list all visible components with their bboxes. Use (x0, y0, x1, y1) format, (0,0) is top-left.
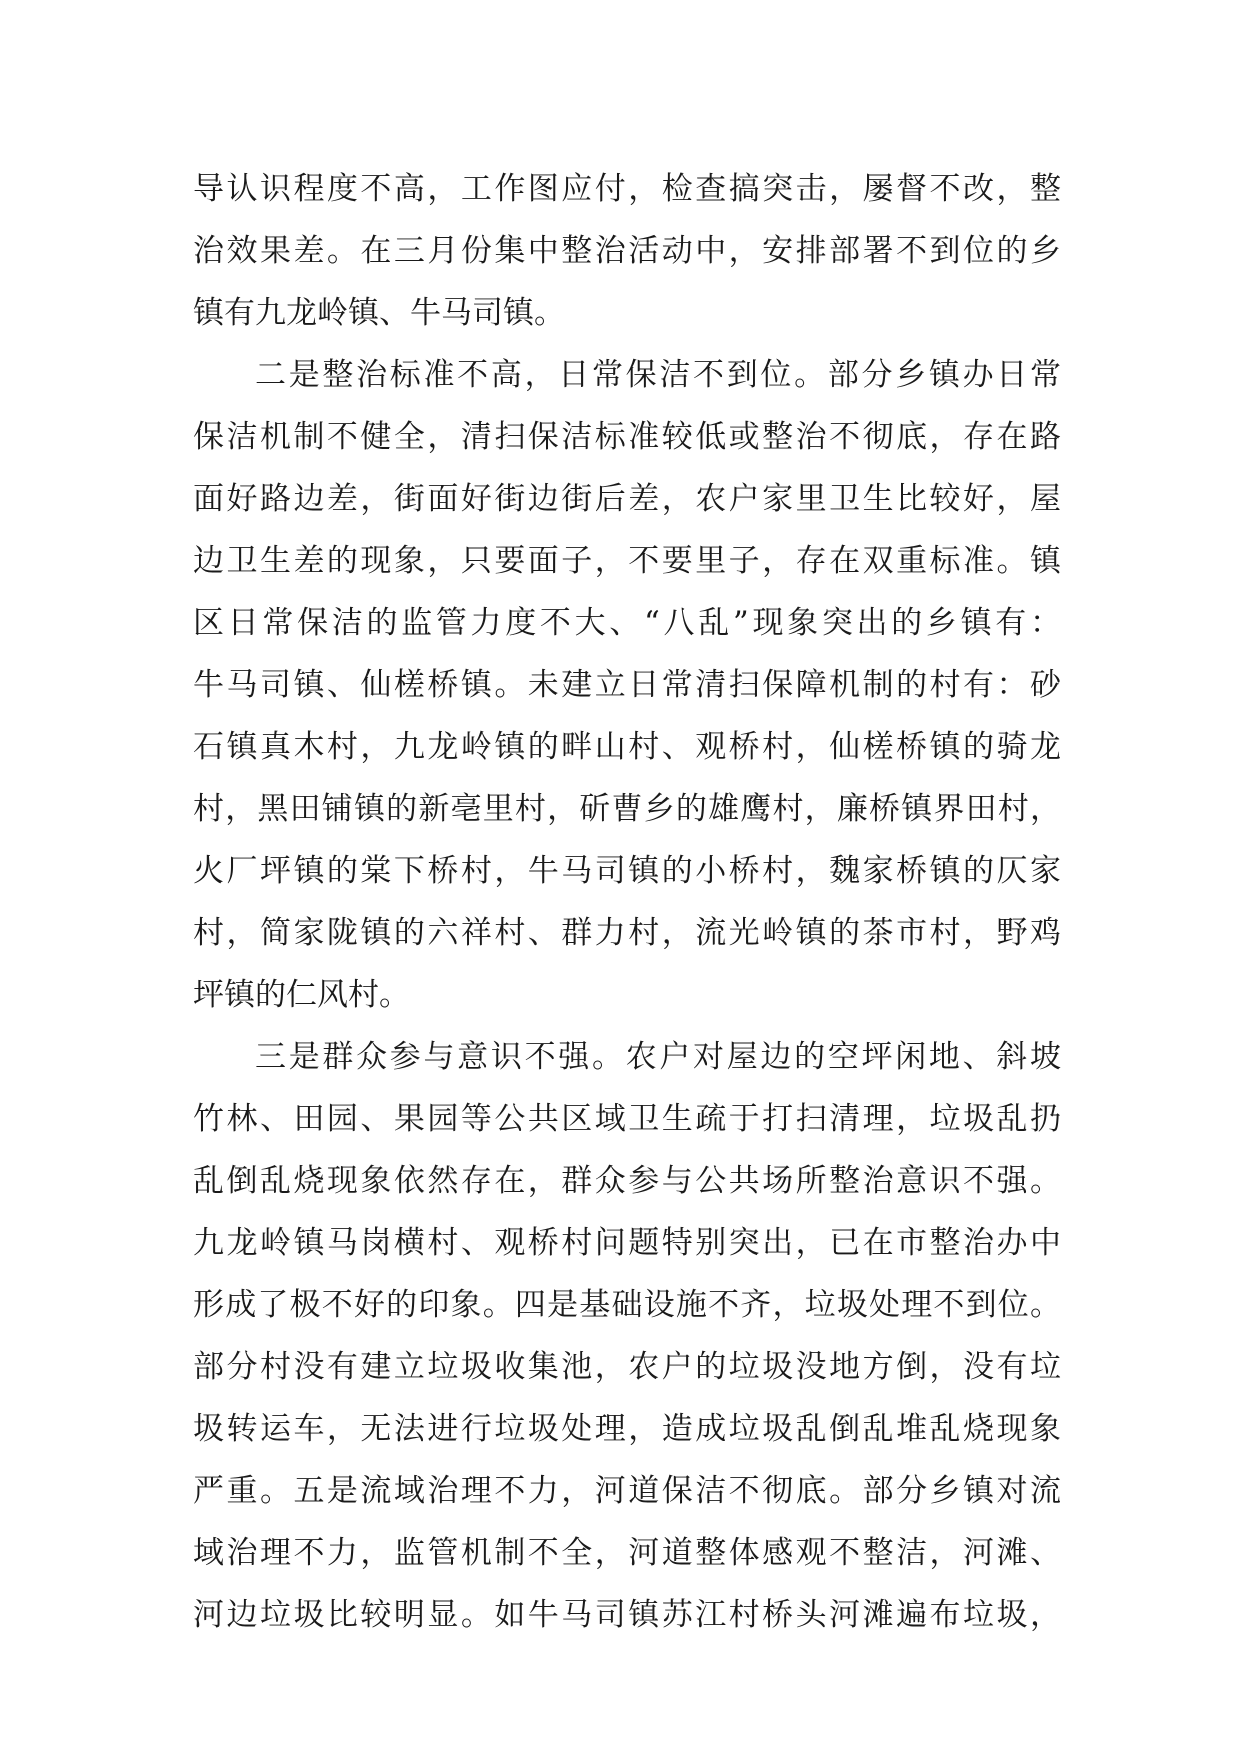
text-line: 域治理不力，监管机制不全，河道整体感观不整洁，河滩、 (193, 1535, 1061, 1571)
text-line: 竹林、田园、果园等公共区域卫生疏于打扫清理，垃圾乱扔 (193, 1101, 1061, 1137)
text-line: 严重。五是流域治理不力，河道保洁不彻底。部分乡镇对流 (193, 1473, 1061, 1509)
text-line: 部分村没有建立垃圾收集池，农户的垃圾没地方倒，没有垃 (193, 1349, 1061, 1385)
paragraph-start-line: 二是整治标准不高，日常保洁不到位。部分乡镇办日常 (255, 357, 1061, 393)
text-line: 形成了极不好的印象。四是基础设施不齐，垃圾处理不到位。 (193, 1287, 1061, 1323)
body-text (193, 158, 1061, 1646)
text-line: 镇有九龙岭镇、牛马司镇。 (193, 295, 565, 331)
text-line: 九龙岭镇马岗横村、观桥村问题特别突出，已在市整治办中 (193, 1225, 1061, 1261)
paragraph-start-line: 三是群众参与意识不强。农户对屋边的空坪闲地、斜坡 (255, 1039, 1061, 1075)
text-line: 圾转运车，无法进行垃圾处理，造成垃圾乱倒乱堆乱烧现象 (193, 1411, 1061, 1447)
text-line: 村，黑田铺镇的新亳里村，斫曹乡的雄鹰村，廉桥镇界田村， (193, 791, 1061, 827)
text-line: 坪镇的仁风村。 (193, 977, 410, 1013)
text-line: 石镇真木村，九龙岭镇的畔山村、观桥村，仙槎桥镇的骑龙 (193, 729, 1061, 765)
text-line: 牛马司镇、仙槎桥镇。未建立日常清扫保障机制的村有：砂 (193, 667, 1061, 703)
text-line: 河边垃圾比较明显。如牛马司镇苏江村桥头河滩遍布垃圾， (193, 1597, 1061, 1633)
text-line: 乱倒乱烧现象依然存在，群众参与公共场所整治意识不强。 (193, 1163, 1061, 1199)
text-line: 区日常保洁的监管力度不大、“八乱”现象突出的乡镇有： (193, 605, 1061, 641)
text-line: 导认识程度不高，工作图应付，检查搞突击，屡督不改，整 (193, 171, 1061, 207)
text-line: 面好路边差，街面好街边街后差，农户家里卫生比较好，屋 (193, 481, 1061, 517)
text-line: 火厂坪镇的棠下桥村，牛马司镇的小桥村，魏家桥镇的仄家 (193, 853, 1061, 889)
text-line: 边卫生差的现象，只要面子，不要里子，存在双重标准。镇 (193, 543, 1061, 579)
text-line: 村，简家陇镇的六祥村、群力村，流光岭镇的茶市村，野鸡 (193, 915, 1061, 951)
text-line: 保洁机制不健全，清扫保洁标准较低或整治不彻底，存在路 (193, 419, 1061, 455)
text-line: 治效果差。在三月份集中整治活动中，安排部署不到位的乡 (193, 233, 1061, 269)
